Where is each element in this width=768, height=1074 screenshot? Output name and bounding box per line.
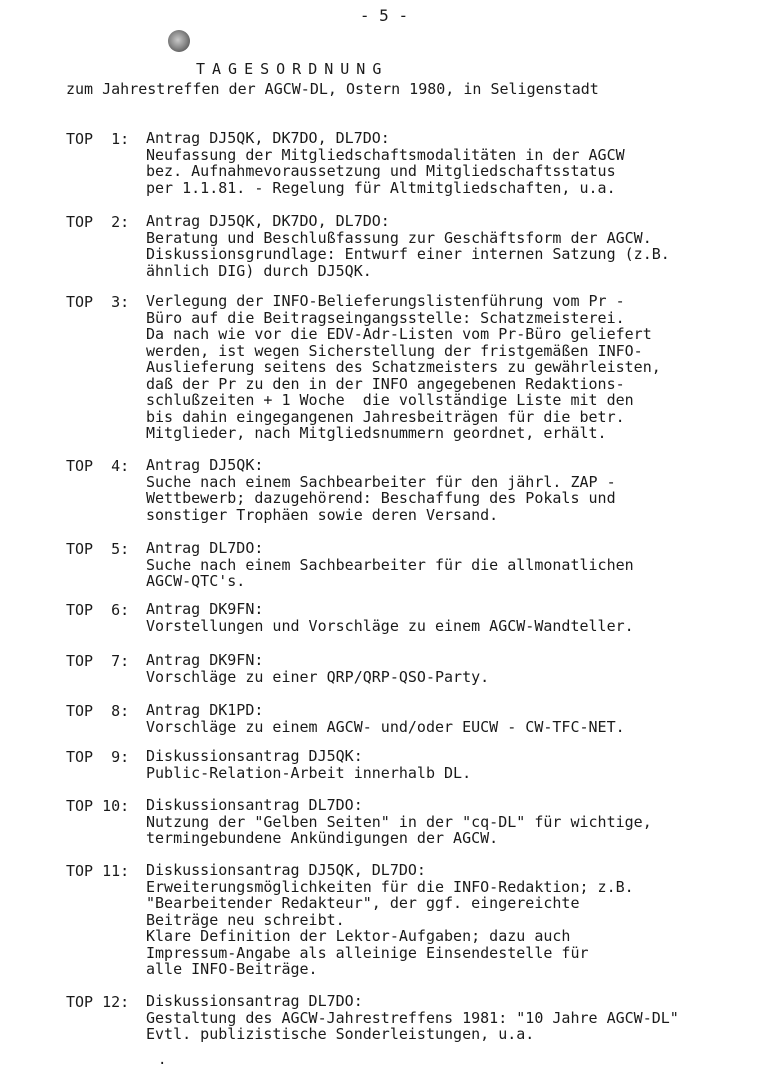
agenda-item-line: Da nach wie vor die EDV-Adr-Listen vom Pr-Büro geliefert — [146, 325, 652, 343]
agenda-item-line: Vorschläge zu einer QRP/QRP-QSO-Party. — [146, 667, 490, 686]
agenda-item-body — [146, 862, 766, 978]
agenda-item-label: TOP 7: — [66, 652, 130, 670]
agenda-item-label: TOP 5: — [66, 540, 130, 558]
agenda-item-line: Auslieferung seitens des Schatzmeisters zu gewährleisten, — [146, 358, 661, 376]
agenda-item-line: werden, ist wegen Sicherstellung der fristgemäßen INFO- — [146, 341, 643, 360]
agenda-item-heading: Antrag DL7DO: — [146, 539, 264, 557]
agenda-item-line: Beiträge neu schreibt. — [146, 910, 345, 929]
agenda-item-line: Suche nach einem Sachbearbeiter für die allmonatlichen — [146, 555, 634, 574]
agenda-item-line: Diskussionsgrundlage: Entwurf einer internen Satzung (z.B. — [146, 245, 670, 263]
agenda-item-line: Public-Relation-Arbeit innerhalb DL. — [146, 763, 472, 782]
agenda-item-line: bez. Aufnahmevoraussetzung und Mitgliedschaftsstatus — [146, 162, 616, 180]
agenda-item-body — [146, 540, 766, 590]
agenda-item-heading: Antrag DK9FN: — [146, 600, 264, 618]
agenda-item-heading: Verlegung der INFO-Belieferungslistenführung vom Pr - — [146, 292, 625, 310]
page-title: TAGESORDNUNG — [196, 60, 389, 78]
agenda-item-line: Büro auf die Beitragseingangsstelle: Schatzmeisterei. — [146, 308, 625, 327]
agenda-item-body — [146, 652, 766, 685]
agenda-item-label: TOP 3: — [66, 293, 130, 311]
page-number: - 5 - — [359, 6, 409, 25]
agenda-item-line: sonstiger Trophäen sowie deren Versand. — [146, 505, 499, 524]
agenda-item-line: Nutzung der "Gelben Seiten" in der "cq-DL" für wichtige, — [146, 812, 652, 831]
agenda-item-heading: Antrag DK1PD: — [146, 701, 264, 719]
agenda-item-heading: Antrag DJ5QK, DK7DO, DL7DO: — [146, 129, 390, 147]
agenda-item-heading: Antrag DK9FN: — [146, 651, 264, 669]
agenda-item-line: Impressum-Angabe als alleinige Einsendestelle für — [146, 943, 589, 962]
page-subtitle: zum Jahrestreffen der AGCW-DL, Ostern 1980, in Seligenstadt — [66, 80, 599, 98]
agenda-item-heading: Diskussionsantrag DL7DO: — [146, 992, 363, 1010]
agenda-item-line: "Bearbeitender Redakteur", der ggf. eingereichte — [146, 894, 580, 912]
agenda-item-line: Gestaltung des AGCW-Jahrestreffens 1981: "10 Jahre AGCW-DL" — [146, 1008, 679, 1027]
agenda-item-label: TOP 1: — [66, 130, 130, 148]
agenda-item-body — [146, 213, 766, 279]
agenda-item-line: bis dahin eingegangenen Jahresbeiträgen für die betr. — [146, 407, 625, 426]
agenda-item-line: Vorstellungen und Vorschläge zu einem AGCW-Wandteller. — [146, 616, 634, 635]
agenda-item-body — [146, 130, 766, 196]
agenda-item-label: TOP 4: — [66, 457, 130, 475]
agenda-item-label: TOP 9: — [66, 748, 130, 766]
agenda-item-heading: Antrag DJ5QK: — [146, 456, 264, 474]
agenda-item-line: AGCW-QTC's. — [146, 572, 246, 590]
agenda-item-heading: Antrag DJ5QK, DK7DO, DL7DO: — [146, 212, 390, 230]
agenda-item-line: Vorschläge zu einem AGCW- und/oder EUCW - CW-TFC-NET. — [146, 717, 625, 736]
footer-mark: . — [158, 1052, 167, 1068]
agenda-item-line: Klare Definition der Lektor-Aufgaben; dazu auch — [146, 927, 571, 945]
agenda-item-body — [146, 748, 766, 781]
agenda-item-line: Erweiterungsmöglichkeiten für die INFO-Redaktion; z.B. — [146, 877, 634, 896]
agenda-item-body — [146, 702, 766, 735]
agenda-item-line: Neufassung der Mitgliedschaftsmodalitäten in der AGCW — [146, 145, 625, 164]
agenda-item-heading: Diskussionsantrag DJ5QK, DL7DO: — [146, 861, 426, 879]
agenda-item-label: TOP 10: — [66, 797, 130, 815]
agenda-item-line: ähnlich DIG) durch DJ5QK. — [146, 261, 372, 280]
agenda-item-body — [146, 797, 766, 847]
agenda-item-label: TOP 12: — [66, 993, 130, 1011]
agenda-item-line: per 1.1.81. - Regelung für Altmitgliedschaften, u.a. — [146, 178, 616, 197]
agenda-item-label: TOP 6: — [66, 601, 130, 619]
agenda-item-body — [146, 293, 766, 442]
agenda-item-body — [146, 457, 766, 523]
agenda-item-line: alle INFO-Beiträge. — [146, 960, 318, 978]
agenda-item-line: termingebundene Ankündigungen der AGCW. — [146, 829, 499, 847]
agenda-item-line: daß der Pr zu den in der INFO angegebenen Redaktions- — [146, 374, 625, 393]
agenda-item-body — [146, 993, 766, 1043]
punch-hole-mark — [168, 30, 190, 52]
agenda-item-line: schlußzeiten + 1 Woche die vollständige Liste mit den — [146, 391, 634, 409]
agenda-item-heading: Diskussionsantrag DJ5QK: — [146, 747, 363, 765]
agenda-item-label: TOP 2: — [66, 213, 130, 231]
agenda-item-line: Mitglieder, nach Mitgliedsnummern geordnet, erhält. — [146, 424, 607, 442]
agenda-item-line: Suche nach einem Sachbearbeiter für den jährl. ZAP - — [146, 472, 616, 491]
agenda-item-line: Evtl. publizistische Sonderleistungen, u.a. — [146, 1025, 535, 1043]
agenda-item-line: Wettbewerb; dazugehörend: Beschaffung des Pokals und — [146, 489, 616, 507]
agenda-item-body — [146, 601, 766, 634]
agenda-item-line: Beratung und Beschlußfassung zur Geschäftsform der AGCW. — [146, 228, 652, 247]
agenda-item-label: TOP 8: — [66, 702, 130, 720]
agenda-item-heading: Diskussionsantrag DL7DO: — [146, 796, 363, 814]
agenda-item-label: TOP 11: — [66, 862, 130, 880]
